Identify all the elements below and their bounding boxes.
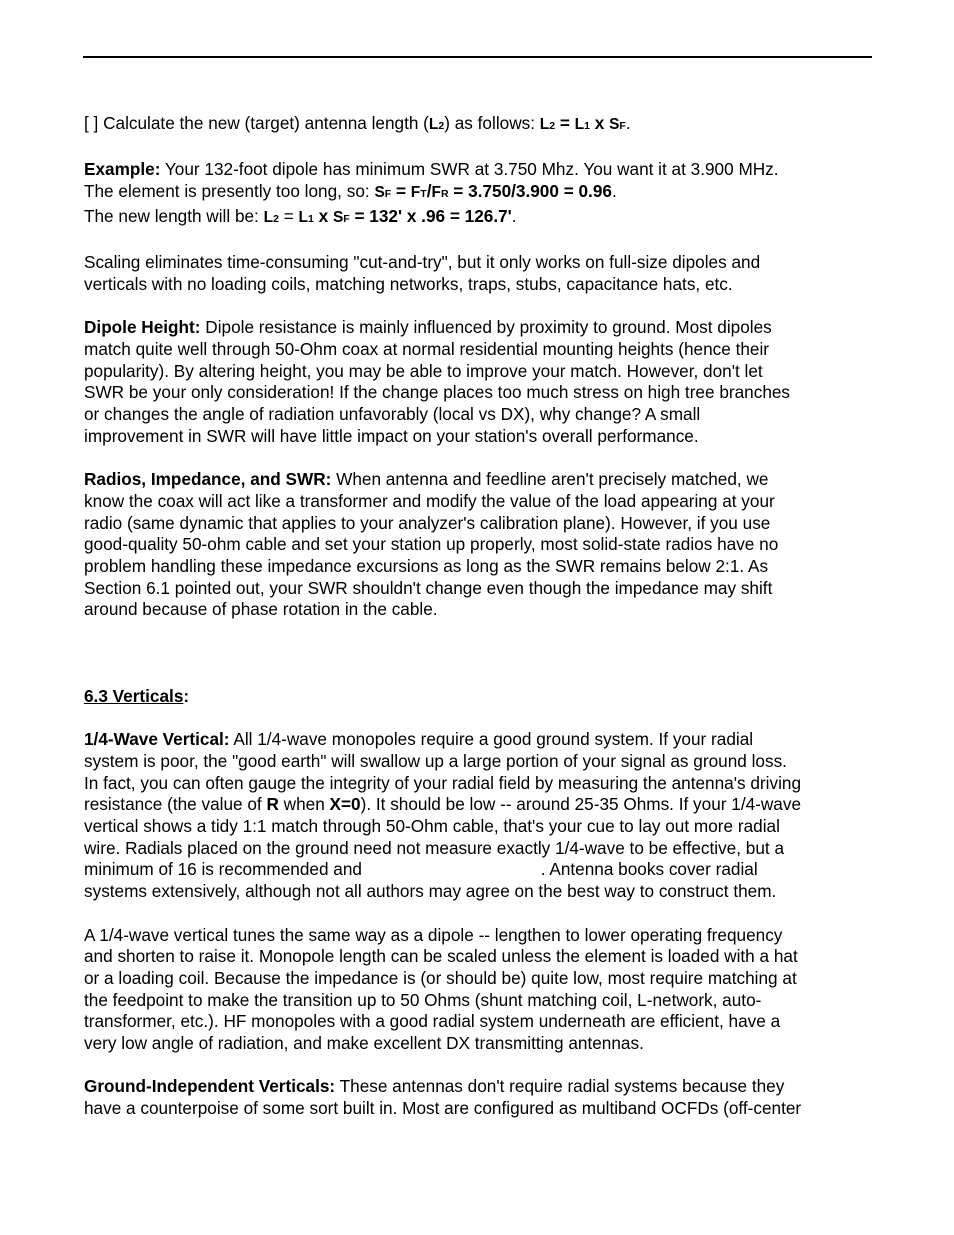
quarter-wave-paragraph bbox=[84, 729, 874, 903]
period: . bbox=[625, 113, 631, 133]
formula-times: x bbox=[589, 113, 610, 133]
symbol-L1: L bbox=[298, 208, 308, 226]
subscript: 2 bbox=[549, 120, 556, 132]
dipole-height-paragraph bbox=[84, 317, 874, 447]
heading-colon: : bbox=[183, 685, 190, 706]
formula-L1: L bbox=[574, 116, 585, 133]
eq: = bbox=[391, 181, 411, 202]
formula-eq: = bbox=[555, 113, 575, 133]
eq: = bbox=[278, 205, 299, 226]
text-line: systems extensively, although not all authors may agree on the best way to construct them. bbox=[84, 881, 777, 902]
subscript: F bbox=[619, 120, 626, 132]
symbol-F: F bbox=[410, 184, 421, 202]
text-line: problem handling these impedance excursions as long as the SWR remains below 2:1. As bbox=[84, 556, 769, 576]
quarter-wave-label: 1/4-Wave Vertical: bbox=[84, 729, 230, 750]
example-line-1: Your 132-foot dipole has minimum SWR at 3.750 Mhz. You want it at 3.900 MHz. bbox=[160, 159, 779, 180]
intro-text: Calculate the new (target) antenna length ( bbox=[98, 113, 429, 133]
section-title: 6.3 Verticals bbox=[84, 685, 184, 706]
text-line: transformer, etc.). HF monopoles with a good radial system underneath are efficient, have a bbox=[84, 1011, 781, 1032]
subscript: 1 bbox=[308, 212, 314, 225]
scaling-paragraph bbox=[84, 252, 874, 295]
text-line: Section 6.1 pointed out, your SWR shouldn't change even though the impedance may shift bbox=[84, 577, 773, 598]
subscript: F bbox=[384, 188, 392, 201]
text-fragment: when bbox=[278, 794, 330, 815]
symbol-R: R bbox=[266, 794, 279, 815]
formula-S: S bbox=[609, 116, 620, 133]
text-line: the feedpoint to make the transition up to 50 Ohms (shunt matching coil, L-network, auto- bbox=[84, 989, 762, 1010]
period: . bbox=[611, 181, 617, 202]
text-line: In fact, you can often gauge the integrity of your radial field by measuring the antenna's driving bbox=[84, 772, 801, 793]
header-rule bbox=[83, 56, 872, 58]
dipole-height-label: Dipole Height: bbox=[84, 317, 201, 338]
example-line-2: The element is presently too long, so: bbox=[84, 181, 375, 202]
text-line: A 1/4-wave vertical tunes the same way as a dipole -- lengthen to lower operating frequency bbox=[84, 924, 783, 945]
text-line: match quite well through 50-Ohm coax at normal residential mounting heights (hence their bbox=[84, 338, 769, 359]
subscript: 2 bbox=[438, 120, 445, 132]
text-line: vertical shows a tidy 1:1 match through 50-Ohm cable, that's your cue to lay out more radial bbox=[84, 816, 780, 836]
document-body bbox=[84, 113, 874, 1142]
formula-L: L bbox=[539, 116, 550, 133]
sf-result: = 3.750/3.900 = 0.96 bbox=[448, 181, 612, 202]
text-line: When antenna and feedline aren't precisely matched, we bbox=[331, 469, 769, 490]
slash: / bbox=[426, 181, 432, 202]
text-line: or changes the angle of radiation unfavorably (local vs DX), why change? A small bbox=[84, 404, 701, 425]
text-line: Dipole resistance is mainly influenced by proximity to ground. Most dipoles bbox=[200, 317, 772, 338]
symbol-S: S bbox=[374, 184, 385, 202]
scaling-line-2: verticals with no loading coils, matching networks, traps, stubs, capacitance hats, etc. bbox=[84, 273, 733, 294]
text-line: wire. Radials placed on the ground need not measure exactly 1/4-wave to be effective, but a bbox=[84, 837, 785, 858]
scaling-line-1: Scaling eliminates time-consuming "cut-and-try", but it only works on full-size dipoles and bbox=[84, 252, 761, 273]
text-fragment: . Antenna books cover radial bbox=[540, 859, 758, 880]
text-line: around because of phase rotation in the cable. bbox=[84, 599, 438, 620]
subscript: R bbox=[440, 188, 449, 201]
example-label: Example: bbox=[84, 159, 161, 180]
text-fragment: minimum of 16 is recommended and bbox=[84, 859, 367, 880]
tuning-paragraph bbox=[84, 925, 874, 1055]
text-line: or a loading coil. Because the impedance is (or should be) quite low, most require matching at bbox=[84, 967, 797, 988]
subscript: F bbox=[343, 212, 350, 225]
subscript: 1 bbox=[584, 120, 590, 132]
intro-text-2: ) as follows: bbox=[444, 113, 540, 133]
blank-gap bbox=[367, 874, 541, 875]
text-line: system is poor, the "good earth" will swallow up a large portion of your signal as ground loss. bbox=[84, 750, 787, 771]
example-line-3: The new length will be: bbox=[84, 205, 264, 226]
text-line: SWR be your only consideration! If the change places too much stress on high tree branches bbox=[84, 382, 791, 403]
text-line: have a counterpoise of some sort built in. Most are configured as multiband OCFDs (off-center bbox=[84, 1098, 802, 1119]
subscript: T bbox=[420, 188, 427, 201]
period: . bbox=[511, 205, 517, 226]
text-line: improvement in SWR will have little impact on your station's overall performance. bbox=[84, 425, 699, 446]
spacer bbox=[84, 643, 874, 686]
symbol-L: L bbox=[428, 116, 439, 133]
radios-label: Radios, Impedance, and SWR: bbox=[84, 469, 332, 490]
symbol-X0: X=0 bbox=[329, 794, 361, 815]
radios-paragraph bbox=[84, 469, 874, 621]
length-result: = 132' x .96 = 126.7' bbox=[349, 205, 512, 226]
text-line: know the coax will act like a transformer and modify the value of the load appearing at your bbox=[84, 490, 775, 511]
ground-independent-paragraph bbox=[84, 1076, 874, 1119]
text-fragment: resistance (the value of bbox=[84, 794, 267, 815]
example-paragraph bbox=[84, 159, 874, 230]
symbol-L: L bbox=[263, 208, 274, 226]
text-line: good-quality 50-ohm cable and set your station up properly, most solid-state radios have no bbox=[84, 534, 779, 555]
symbol-S: S bbox=[332, 208, 344, 226]
text-line: popularity). By altering height, you may be able to improve your match. However, don't let bbox=[84, 360, 763, 381]
text-line: very low angle of radiation, and make excellent DX transmitting antennas. bbox=[84, 1033, 644, 1054]
symbol-F: F bbox=[431, 184, 441, 202]
text-line: All 1/4-wave monopoles require a good ground system. If your radial bbox=[229, 729, 754, 750]
text-line: These antennas don't require radial systems because they bbox=[335, 1076, 785, 1097]
text-line: radio (same dynamic that applies to your analyzer's calibration plane). However, if you use bbox=[84, 512, 771, 533]
text-line: and shorten to raise it. Monopole length can be scaled unless the element is loaded with a hat bbox=[84, 946, 798, 967]
times: x bbox=[313, 205, 333, 226]
ground-independent-label: Ground-Independent Verticals: bbox=[84, 1076, 336, 1097]
section-heading bbox=[84, 686, 874, 708]
checkbox-bracket: [ ] bbox=[84, 113, 99, 133]
intro-paragraph bbox=[84, 113, 874, 138]
subscript: 2 bbox=[273, 212, 279, 225]
text-fragment: ). It should be low -- around 25-35 Ohms. If your 1/4-wave bbox=[360, 794, 802, 815]
